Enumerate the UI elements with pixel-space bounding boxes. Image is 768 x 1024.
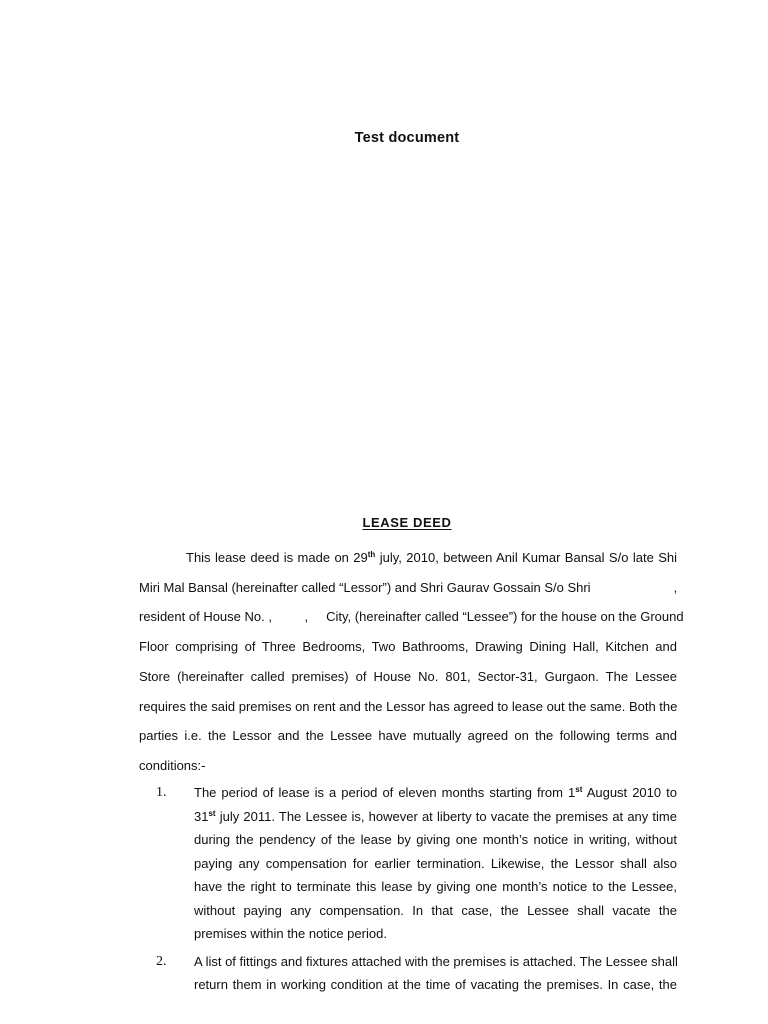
term-line: return them in working condition at the time of vacating the premises. In case, the (194, 977, 677, 992)
intro-line: Miri Mal Bansal (hereinafter called “Lessor”) and Shri Gaurav Gossain S/o Shri , (139, 579, 678, 595)
lease-deed-heading: LEASE DEED (362, 515, 452, 530)
term-item (139, 781, 677, 946)
term-line: paying any compensation for earlier termination. Likewise, the Lessor shall also (194, 855, 677, 871)
term-text (194, 781, 677, 946)
term-line: A list of fittings and fixtures attached with the premises is attached. The Lessee shall (194, 953, 678, 969)
term-number: 1. (156, 785, 167, 800)
term-number: 2. (156, 953, 167, 969)
intro-paragraph (139, 543, 684, 781)
intro-line: parties i.e. the Lessor and the Lessee have mutually agreed on the following terms and (139, 728, 677, 744)
term-line: have the right to terminate this lease by giving one month’s notice to the Lessee, (194, 879, 677, 894)
intro-line: This lease deed is made on 29th july, 2010, between Anil Kumar Bansal S/o late Shi (186, 550, 677, 565)
term-item (139, 950, 677, 997)
terms-list (139, 781, 677, 1001)
document-title: Test document (354, 130, 460, 146)
intro-line: Floor comprising of Three Bedrooms, Two Bathrooms, Drawing Dining Hall, Kitchen and (139, 639, 677, 655)
term-line: 31st july 2011. The Lessee is, however at liberty to vacate the premises at any time (194, 808, 677, 824)
intro-line: requires the said premises on rent and the Lessor has agreed to lease out the same. Both the (139, 698, 678, 714)
intro-line: Store (hereinafter called premises) of House No. 801, Sector-31, Gurgaon. The Lessee (139, 668, 677, 684)
term-line: without paying any compensation. In that case, the Lessee shall vacate the (194, 902, 677, 918)
term-line: The period of lease is a period of eleven months starting from 1st August 2010 to (194, 785, 677, 800)
term-line: during the pendency of the lease by giving one month’s notice in writing, without (194, 832, 677, 847)
term-line: premises within the notice period. (194, 926, 387, 941)
term-text (194, 950, 677, 997)
intro-line: conditions:- (139, 757, 206, 773)
intro-line: resident of House No. , , City, (hereinafter called “Lessee”) for the house on the Ground (139, 609, 684, 625)
